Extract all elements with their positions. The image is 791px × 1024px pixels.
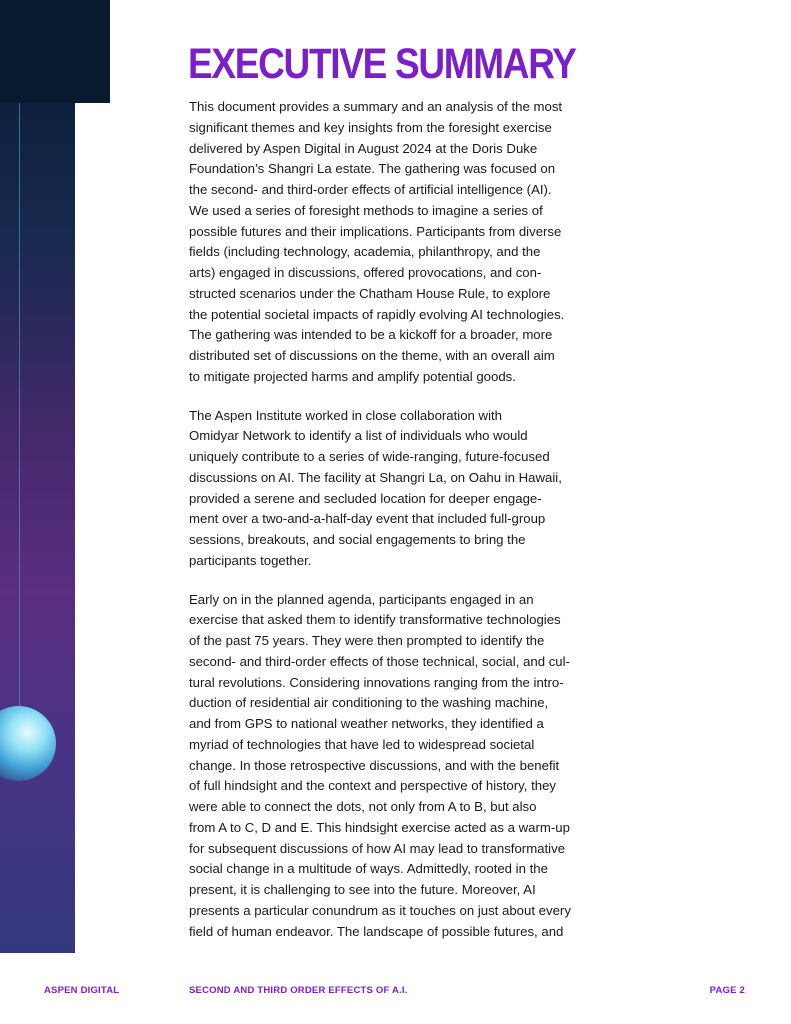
decorative-orb [0,706,56,781]
paragraph-3 [189,590,605,943]
text-line: structed scenarios under the Chatham House Rule, to explore [189,285,551,301]
text-line: present, it is challenging to see into the future. Moreover, AI [189,882,536,897]
text-line: participants together. [189,552,312,568]
text-line: and from GPS to national weather networks, they identified a [189,716,544,731]
text-line: second- and third-order effects of those technical, social, and cul- [189,653,570,669]
text-line: arts) engaged in discussions, offered provocations, and con- [189,265,542,280]
text-line: from A to C, D and E. This hindsight exercise acted as a warm-up [189,819,570,835]
text-line: provided a serene and secluded location for deeper engage- [189,490,542,506]
text-line: The Aspen Institute worked in close collaboration with [189,407,503,423]
paragraph-2 [189,406,605,572]
text-line: the potential societal impacts of rapidly evolving AI technologies. [189,306,565,322]
text-line: The gathering was intended to be a kickoff for a broader, more [189,327,553,343]
paragraph-1 [189,97,605,388]
text-line: duction of residential air conditioning to the washing machine, [189,695,549,711]
text-line: Early on in the planned agenda, participants engaged in an [189,591,534,607]
text-line: Omidyar Network to identify a list of individuals who would [189,428,528,444]
footer-page-number: PAGE 2 [709,985,745,996]
text-line: presents a particular conundrum as it touches on just about every [189,902,571,918]
text-line: myriad of technologies that have led to widespread societal [189,736,535,752]
text-line: sessions, breakouts, and social engagements to bring the [189,532,526,547]
text-line: exercise that asked them to identify transformative technologies [189,612,561,628]
decorative-sidebar [0,0,75,953]
text-line: significant themes and key insights from the foresight exercise [189,119,552,135]
sidebar-accent-line [19,0,20,712]
text-line: change. In those retrospective discussions, and with the benefit [189,757,560,773]
text-line: distributed set of discussions on the theme, with an overall aim [189,348,555,363]
page-title: EXECUTIVE SUMMARY [188,40,576,88]
sidebar-top-block [0,0,110,103]
text-line: fields (including technology, academia, philanthropy, and the [189,244,541,260]
text-line: This document provides a summary and an analysis of the most [189,99,563,114]
text-line: uniquely contribute to a series of wide-ranging, future-focused [189,449,550,464]
text-line: were able to connect the dots, not only from A to B, but also [189,799,537,814]
text-line: discussions on AI. The facility at Shangri La, on Oahu in Hawaii, [189,469,562,485]
text-line: to mitigate projected harms and amplify potential goods. [189,368,516,384]
text-line: delivered by Aspen Digital in August 2024 at the Doris Duke [189,140,538,156]
text-line: the second- and third-order effects of artificial intelligence (AI). [189,182,552,197]
body-text [189,97,605,960]
text-line: social change in a multitude of ways. Admittedly, rooted in the [189,861,548,877]
text-line: tural revolutions. Considering innovations ranging from the intro- [189,674,564,690]
text-line: We used a series of foresight methods to imagine a series of [189,202,543,218]
footer-report-title: SECOND AND THIRD ORDER EFFECTS OF A.I. [189,985,408,996]
text-line: ment over a two-and-a-half-day event that included full-group [189,511,546,527]
text-line: field of human endeavor. The landscape of possible futures, and [189,923,564,939]
text-line: Foundation’s Shangri La estate. The gathering was focused on [189,161,556,177]
text-line: possible futures and their implications. Participants from diverse [189,223,562,239]
text-line: of full hindsight and the context and perspective of history, they [189,778,557,794]
text-line: of the past 75 years. They were then prompted to identify the [189,633,545,648]
footer-organization: ASPEN DIGITAL [44,985,120,996]
text-line: for subsequent discussions of how AI may lead to transformative [189,840,566,856]
